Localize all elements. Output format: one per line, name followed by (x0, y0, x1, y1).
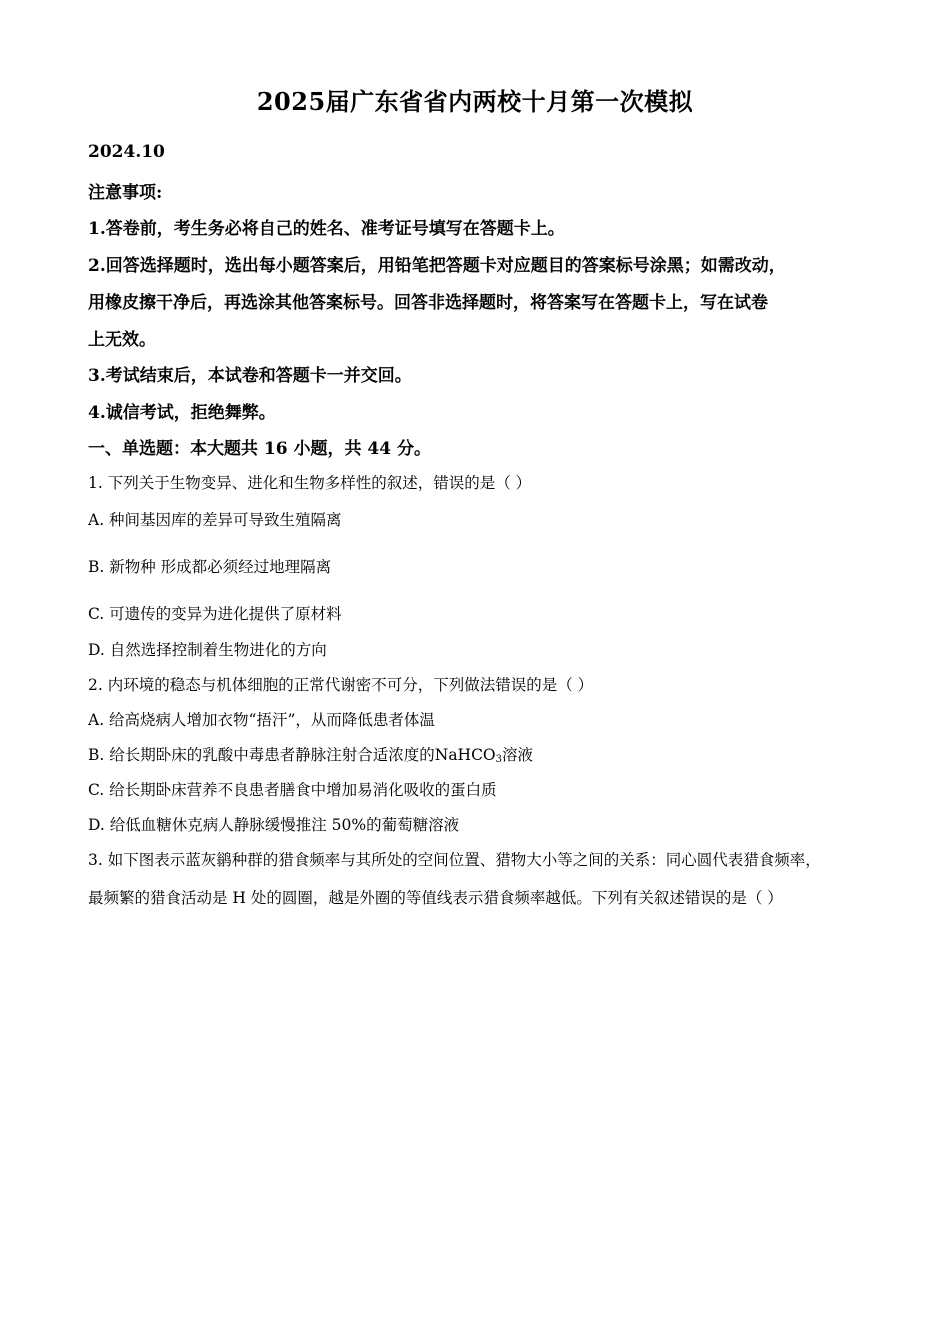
notice-item: 用橡皮擦干净后，再选涂其他答案标号。回答非选择题时，将答案写在答题卡上，写在试卷 (88, 293, 768, 313)
notice-item: 2.回答选择题时，选出每小题答案后，用铅笔把答题卡对应题目的答案标号涂黑；如需改动， (88, 256, 786, 276)
question-3-stem-line-2: 最频繁的猎食活动是 H 处的圆圈，越是外圈的等值线表示猎食频率越低。下列有关叙述错误的是（ ） (88, 889, 783, 907)
question-1-option-c: C. 可遗传的变异为进化提供了原材料 (88, 605, 342, 623)
question-1-option-b: B. 新物种 形成都必须经过地理隔离 (88, 558, 332, 576)
question-2-option-d: D. 给低血糖休克病人静脉缓慢推注 50%的葡萄糖溶液 (88, 816, 460, 834)
chemical-formula: NaHCO$_3$ (434, 746, 503, 765)
notice-item: 上无效。 (88, 330, 156, 350)
question-3-stem-line-1: 3. 如下图表示蓝灰鹟种群的猎食频率与其所处的空间位置、猎物大小等之间的关系：同心圆代表猎食频率， (88, 851, 821, 869)
notice-item: 4.诚信考试，拒绝舞弊。 (88, 403, 276, 423)
question-1-option-d: D. 自然选择控制着生物进化的方向 (88, 641, 327, 659)
question-2-stem: 2. 内环境的稳态与机体细胞的正常代谢密不可分，下列做法错误的是（ ） (88, 676, 594, 694)
page-title: 2025届广东省省内两校十月第一次模拟 (256, 87, 694, 116)
question-2-option-c: C. 给长期卧床营养不良患者膳食中增加易消化吸收的蛋白质 (88, 781, 497, 799)
notice-item: 1.答卷前，考生务必将自己的姓名、准考证号填写在答题卡上。 (88, 219, 565, 239)
option-b-tail: 溶液 (502, 746, 534, 764)
section-heading: 一、单选题：本大题共 16 小题，共 44 分。 (88, 439, 431, 459)
exam-date: 2024.10 (88, 142, 165, 162)
notice-item: 3.考试结束后，本试卷和答题卡一并交回。 (88, 366, 412, 386)
question-1-option-a: A. 种间基因库的差异可导致生殖隔离 (88, 511, 342, 529)
question-2-option-a: A. 给高烧病人增加衣物“捂汗”，从而降低患者体温 (88, 711, 435, 729)
question-1-stem: 1. 下列关于生物变异、进化和生物多样性的叙述，错误的是（ ） (88, 474, 532, 492)
notice-heading: 注意事项: (88, 183, 163, 203)
option-b-text: B. 给长期卧床的乳酸中毒患者静脉注射合适浓度的 (88, 746, 435, 764)
question-2-option-b (88, 743, 533, 765)
